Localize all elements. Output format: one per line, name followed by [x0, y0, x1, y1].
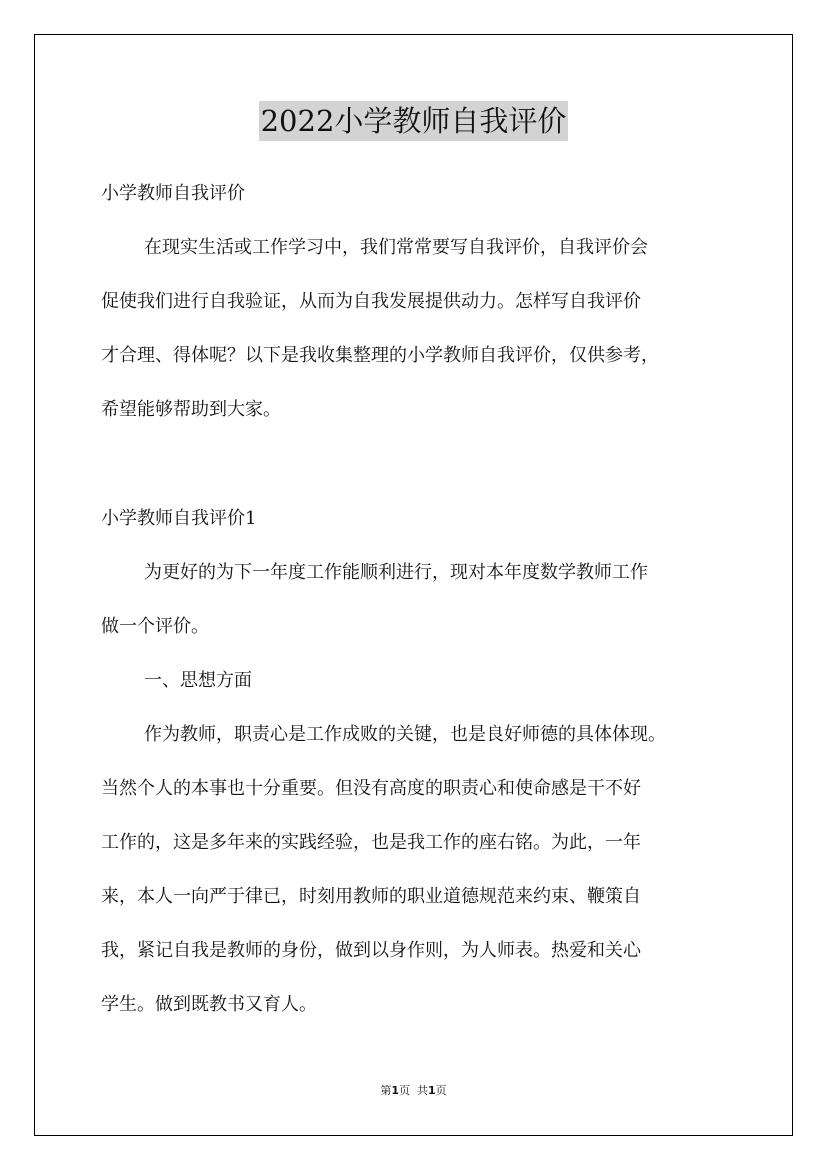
- subsection-heading: 一、思想方面: [144, 670, 252, 691]
- total-label-suffix: 页: [435, 1084, 447, 1097]
- page-label-suffix: 页: [399, 1084, 410, 1097]
- intro-paragraph-line: 希望能够帮助到大家。: [101, 399, 281, 420]
- body-paragraph-line: 工作的，这是多年来的实践经验，也是我工作的座右铭。为此，一年: [101, 832, 641, 853]
- intro-paragraph-line: 在现实生活或工作学习中，我们常常要写自我评价，自我评价会: [144, 237, 648, 258]
- body-paragraph-line: 来，本人一向严于律已，时刻用教师的职业道德规范来约束、鞭策自: [101, 886, 641, 907]
- total-label-prefix: 共: [417, 1084, 428, 1097]
- section-heading: 小学教师自我评价1: [101, 508, 257, 529]
- section-paragraph-line: 为更好的为下一年度工作能顺利进行，现对本年度数学教师工作: [144, 562, 648, 583]
- intro-heading: 小学教师自我评价: [101, 183, 245, 204]
- body-paragraph-line: 学生。做到既教书又育人。: [101, 994, 317, 1015]
- body-paragraph-line: 当然个人的本事也十分重要。但没有高度的职责心和使命感是干不好: [101, 778, 641, 799]
- body-paragraph-line: 作为教师，职责心是工作成败的关键，也是良好师德的具体体现。: [144, 724, 666, 745]
- page-label-prefix: 第: [380, 1084, 392, 1097]
- total-pages: 1: [428, 1084, 436, 1097]
- title-container: [0, 101, 827, 141]
- document-title: 2022小学教师自我评价: [259, 101, 569, 141]
- intro-paragraph-line: 促使我们进行自我验证，从而为自我发展提供动力。怎样写自我评价: [101, 291, 641, 312]
- page-footer: [0, 1083, 827, 1099]
- section-paragraph-line: 做一个评价。: [101, 616, 209, 637]
- page-number: 1: [391, 1084, 399, 1097]
- body-paragraph-line: 我，紧记自我是教师的身份，做到以身作则，为人师表。热爱和关心: [101, 940, 641, 961]
- intro-paragraph-line: 才合理、得体呢？以下是我收集整理的小学教师自我评价，仅供参考，: [101, 345, 659, 366]
